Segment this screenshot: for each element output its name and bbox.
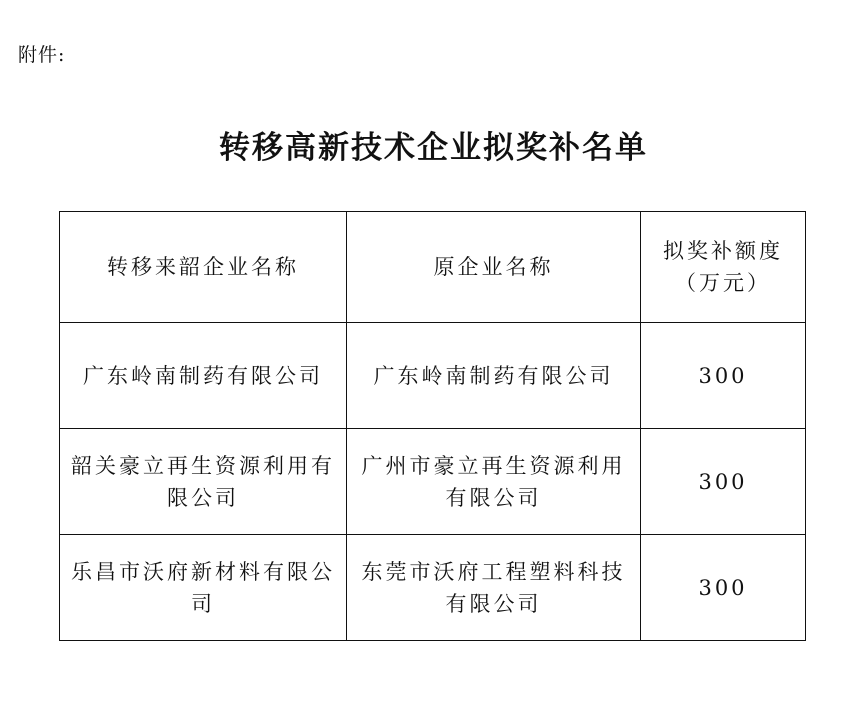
- table-row: [60, 429, 806, 535]
- award-list-table: [59, 211, 806, 641]
- cell-amount: 300: [641, 323, 806, 429]
- table-row: [60, 535, 806, 641]
- header-transferred-company: 转移来韶企业名称: [60, 212, 347, 323]
- header-amount-line1: 拟奖补额度: [663, 239, 783, 263]
- cell-original-company: 广州市豪立再生资源利用有限公司: [347, 429, 641, 535]
- header-original-company: 原企业名称: [347, 212, 641, 323]
- cell-transferred-company: 韶关豪立再生资源利用有限公司: [60, 429, 347, 535]
- attachment-label: 附件:: [18, 44, 66, 66]
- cell-amount: 300: [641, 429, 806, 535]
- document-title: 转移高新技术企业拟奖补名单: [219, 130, 648, 166]
- cell-amount: 300: [641, 535, 806, 641]
- cell-transferred-company: 广东岭南制药有限公司: [60, 323, 347, 429]
- cell-original-company: 东莞市沃府工程塑料科技有限公司: [347, 535, 641, 641]
- cell-transferred-company: 乐昌市沃府新材料有限公司: [60, 535, 347, 641]
- table-header-row: [60, 212, 806, 323]
- table-row: [60, 323, 806, 429]
- header-amount-line2: （万元）: [675, 271, 771, 295]
- header-amount: [641, 212, 806, 323]
- cell-original-company: 广东岭南制药有限公司: [347, 323, 641, 429]
